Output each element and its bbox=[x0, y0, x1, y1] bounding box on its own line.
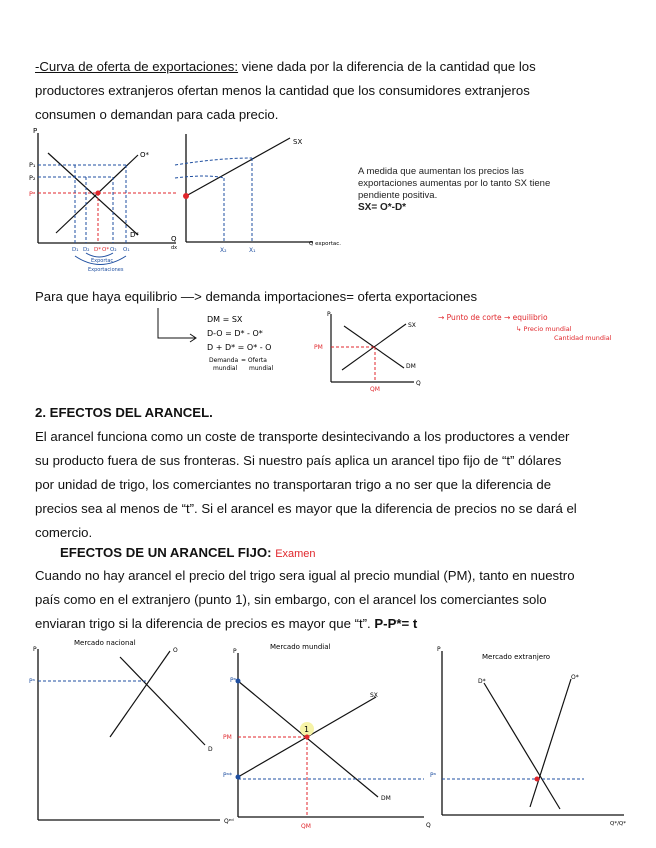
paragraph-line: precios sea al menos de “t”. Si el arancel es mayor que la diferencia de precios no se dará el bbox=[35, 501, 577, 516]
paragraph-line: Cuando no hay arancel el precio del trigo sera igual al precio mundial (PM), tanto en nuestro bbox=[35, 568, 575, 583]
quantity-label: X₁ bbox=[249, 247, 256, 254]
paragraph-line: país como en el extranjero (punto 1), sin embargo, con el arancel los comerciantes solo bbox=[35, 592, 547, 607]
annotation: → Punto de corte → equilibrio bbox=[438, 313, 548, 322]
demand-label: D* bbox=[130, 231, 139, 239]
equilibrium-annotation bbox=[438, 312, 638, 352]
chart-title: Mercado extranjero bbox=[482, 653, 551, 661]
tariff-paragraph bbox=[35, 425, 625, 545]
export-supply-sketch bbox=[178, 130, 348, 260]
qm-label: QM bbox=[370, 386, 380, 393]
subsection-title bbox=[60, 545, 316, 560]
axis-label: P bbox=[33, 646, 37, 653]
annotation: Cantidad mundial bbox=[554, 334, 612, 342]
fixed-tariff-paragraph bbox=[35, 564, 625, 636]
equation: D + D* = O* - O bbox=[207, 343, 272, 352]
axis-label: Q*/Q* bbox=[610, 821, 627, 827]
foreign-market-sketch bbox=[28, 125, 188, 275]
equilibrium-equations bbox=[155, 308, 305, 383]
axis-label: P bbox=[33, 127, 38, 135]
chart-title: Mercado nacional bbox=[74, 639, 136, 647]
paragraph-line: El arancel funciona como un coste de transporte desintecivando a los productores a vender bbox=[35, 429, 570, 444]
price-label: P₂ bbox=[29, 174, 36, 182]
quantity-label: O₁ bbox=[123, 247, 130, 253]
supply-line bbox=[530, 679, 571, 807]
exports-label: Exportaciones bbox=[88, 267, 124, 273]
paragraph-line: enviaran trigo si la diferencia de precios es mayor que “t”. bbox=[35, 616, 371, 631]
note-line: pendiente positiva. bbox=[358, 190, 438, 201]
sx-formula: SX= O*-D* bbox=[358, 202, 407, 213]
equation: D-O = D* - O* bbox=[207, 329, 263, 338]
paragraph-line: su producto fuera de sus fronteras. Si nuestro país aplica un arancel tipo fijo de “t” dólares bbox=[35, 453, 562, 468]
sx-label: SX bbox=[408, 322, 416, 329]
pm-label: PM bbox=[223, 734, 232, 741]
equation: = Oferta bbox=[241, 357, 267, 364]
price-label: Pᵃ bbox=[29, 678, 35, 685]
paragraph-text: viene dada por la diferencia de la cantidad que los bbox=[238, 59, 536, 74]
chart-title: Mercado mundial bbox=[270, 643, 331, 651]
dm-label: DM bbox=[381, 795, 391, 802]
national-market-chart bbox=[30, 637, 250, 827]
demand-label: D* bbox=[478, 678, 486, 685]
quantity-label: D₂ bbox=[83, 247, 90, 253]
equation: Demanda bbox=[209, 357, 239, 364]
foreign-market-chart bbox=[430, 637, 634, 832]
supply-label: O bbox=[173, 647, 178, 654]
quantity-label: D₁ bbox=[72, 247, 79, 253]
axis-sub-label: dx bbox=[171, 245, 178, 251]
quantity-label: D* bbox=[94, 247, 101, 253]
quantity-label: X₂ bbox=[220, 247, 227, 254]
price-label: Pᵃ* bbox=[223, 772, 232, 779]
price-label: Pᵃ bbox=[430, 772, 436, 779]
sx-line bbox=[186, 138, 290, 196]
supply-line bbox=[110, 651, 170, 737]
dm-label: DM bbox=[406, 363, 416, 370]
axis-label: Q bbox=[171, 235, 177, 243]
note-line: A medida que aumentan los precios las bbox=[358, 166, 524, 177]
demand-line bbox=[484, 683, 560, 809]
axis-label: Q exportac. bbox=[309, 241, 342, 247]
axis-label: P bbox=[327, 311, 331, 318]
paragraph-text: productores extranjeros ofertan menos la cantidad que los consumidores extranjeros bbox=[35, 83, 530, 98]
tariff-formula: P-P*= t bbox=[374, 616, 418, 631]
annotation: ↳ Precio mundial bbox=[516, 325, 572, 333]
sx-label: SX bbox=[293, 138, 303, 146]
section-title: 2. EFECTOS DEL ARANCEL. bbox=[35, 405, 213, 420]
price-label: Pᵃ bbox=[29, 190, 36, 198]
supply-label: O* bbox=[571, 674, 579, 681]
equation: mundial bbox=[213, 365, 238, 372]
export-supply-heading: -Curva de oferta de exportaciones: bbox=[35, 59, 239, 74]
world-market-chart bbox=[223, 637, 431, 832]
quantity-label: O* bbox=[102, 247, 110, 253]
demand-label: D bbox=[208, 746, 213, 753]
note-line: exportaciones aumentas por lo tanto SX tiene bbox=[358, 178, 551, 189]
axis-label: Q bbox=[416, 380, 421, 387]
export-supply-paragraph bbox=[35, 55, 625, 127]
paragraph-line: comercio. bbox=[35, 525, 93, 540]
equilibrium-sentence: Para que haya equilibrio —> demanda importaciones= oferta exportaciones bbox=[35, 289, 478, 304]
equation: DM = SX bbox=[207, 315, 243, 324]
exports-label: Exportac bbox=[91, 258, 114, 264]
export-supply-note bbox=[358, 166, 608, 214]
axis-label: Q bbox=[426, 822, 431, 829]
quantity-label: O₂ bbox=[110, 247, 117, 253]
price-label: Pᵃ bbox=[230, 677, 236, 684]
qm-label: QM bbox=[301, 823, 311, 830]
axis-label: P bbox=[233, 648, 237, 655]
axis-label: Qᵉᵈ bbox=[224, 818, 234, 825]
sx-label: SX bbox=[370, 692, 378, 699]
equation: mundial bbox=[249, 365, 274, 372]
supply-label: O* bbox=[140, 151, 150, 159]
demand-line bbox=[120, 657, 205, 745]
world-equilibrium-sketch bbox=[314, 311, 426, 393]
paragraph-text: consumen o demandan para cada precio. bbox=[35, 107, 279, 122]
axis-label: P bbox=[437, 646, 441, 653]
price-label: P₁ bbox=[29, 161, 36, 169]
exam-tag: Examen bbox=[275, 548, 316, 560]
subsection-title-text: EFECTOS DE UN ARANCEL FIJO: bbox=[60, 545, 272, 560]
point-label: 1 bbox=[304, 725, 310, 734]
paragraph-line: por unidad de trigo, los comerciantes no transportaran trigo a no ser que la diferencia de bbox=[35, 477, 552, 492]
pm-label: PM bbox=[314, 344, 323, 351]
